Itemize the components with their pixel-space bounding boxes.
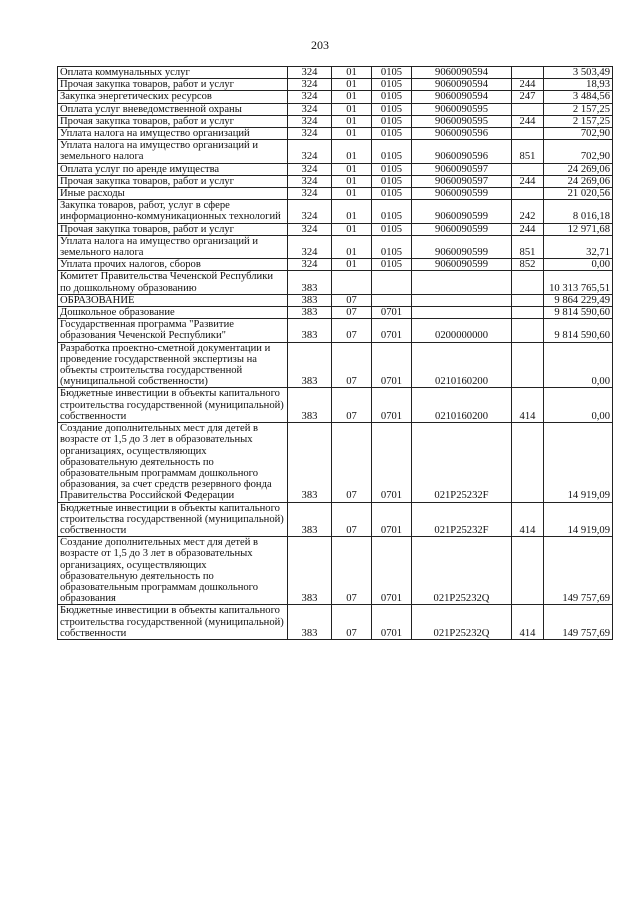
row-expense-type-cell [512,271,544,294]
table-row [58,115,613,127]
row-name-cell: Создание дополнительных мест для детей в возрасте от 1,5 до 3 лет в образовательных организациях, осуществляющих образовательную деятельность по образовательным программам дошкольного образования, за счет средств резервного фонда Правительства Российской Федерации [58,423,288,502]
row-amount-cell: 21 020,56 [544,188,613,200]
row-section-cell: 07 [332,319,372,342]
row-expense-type-cell [512,163,544,175]
table-row [58,79,613,91]
row-grbs-cell: 324 [288,91,332,103]
table-row [58,67,613,79]
row-grbs-cell: 324 [288,188,332,200]
row-name-cell: Закупка товаров, работ, услуг в сфере информационно-коммуникационных технологий [58,200,288,223]
row-grbs-cell: 383 [288,342,332,388]
row-name-cell: Прочая закупка товаров, работ и услуг [58,175,288,187]
row-target-article-cell: 9060090594 [412,79,512,91]
row-target-article-cell: 9060090599 [412,223,512,235]
row-name-cell: Оплата коммунальных услуг [58,67,288,79]
row-expense-type-cell: 414 [512,388,544,423]
row-subsection-cell [372,271,412,294]
row-expense-type-cell: 244 [512,115,544,127]
row-amount-cell: 2 157,25 [544,103,613,115]
row-expense-type-cell [512,537,544,605]
row-name-cell: Прочая закупка товаров, работ и услуг [58,223,288,235]
row-expense-type-cell [512,103,544,115]
row-expense-type-cell [512,128,544,140]
row-name-cell: Уплата налога на имущество организаций [58,128,288,140]
row-subsection-cell: 0105 [372,128,412,140]
row-grbs-cell: 324 [288,200,332,223]
table-row [58,271,613,294]
row-grbs-cell: 324 [288,103,332,115]
table-row [58,502,613,537]
table-row [58,307,613,319]
row-section-cell: 07 [332,423,372,502]
row-amount-cell: 149 757,69 [544,537,613,605]
row-section-cell: 07 [332,605,372,640]
row-section-cell [332,271,372,294]
row-subsection-cell [372,294,412,306]
row-subsection-cell: 0701 [372,307,412,319]
row-section-cell: 01 [332,67,372,79]
row-name-cell: Государственная программа "Развитие образования Чеченской Республики" [58,319,288,342]
row-subsection-cell: 0105 [372,79,412,91]
row-grbs-cell: 324 [288,235,332,258]
row-amount-cell: 9 814 590,60 [544,319,613,342]
row-subsection-cell: 0105 [372,223,412,235]
table-row [58,200,613,223]
row-subsection-cell: 0701 [372,423,412,502]
row-amount-cell: 8 016,18 [544,200,613,223]
row-grbs-cell: 383 [288,502,332,537]
row-section-cell: 01 [332,140,372,163]
row-name-cell: Бюджетные инвестиции в объекты капитального строительства государственной (муниципальной) собственности [58,605,288,640]
row-section-cell: 01 [332,128,372,140]
row-target-article-cell: 9060090599 [412,200,512,223]
row-grbs-cell: 324 [288,140,332,163]
row-name-cell: Дошкольное образование [58,307,288,319]
row-section-cell: 01 [332,79,372,91]
table-row [58,163,613,175]
row-amount-cell: 14 919,09 [544,502,613,537]
row-expense-type-cell: 414 [512,605,544,640]
row-subsection-cell: 0105 [372,115,412,127]
row-target-article-cell [412,307,512,319]
row-target-article-cell: 9060090594 [412,91,512,103]
row-section-cell: 01 [332,223,372,235]
table-row [58,235,613,258]
row-expense-type-cell: 244 [512,223,544,235]
row-amount-cell: 24 269,06 [544,175,613,187]
row-target-article-cell: 9060090597 [412,163,512,175]
row-subsection-cell: 0701 [372,388,412,423]
table-row [58,103,613,115]
row-subsection-cell: 0105 [372,188,412,200]
row-subsection-cell: 0701 [372,342,412,388]
row-expense-type-cell: 244 [512,175,544,187]
row-name-cell: Уплата прочих налогов, сборов [58,259,288,271]
row-target-article-cell: 9060090599 [412,235,512,258]
row-target-article-cell: 0210160200 [412,388,512,423]
row-amount-cell: 702,90 [544,140,613,163]
row-name-cell: Уплата налога на имущество организаций и земельного налога [58,235,288,258]
row-grbs-cell: 324 [288,223,332,235]
row-target-article-cell: 9060090597 [412,175,512,187]
table-row [58,342,613,388]
row-amount-cell: 24 269,06 [544,163,613,175]
row-name-cell: Разработка проектно-сметной документации и проведение государственной экспертизы на объекты строительства государственной (муниципальной собственности) [58,342,288,388]
table-row [58,294,613,306]
row-grbs-cell: 324 [288,67,332,79]
row-grbs-cell: 324 [288,115,332,127]
row-grbs-cell: 324 [288,128,332,140]
row-expense-type-cell: 851 [512,235,544,258]
table-row [58,388,613,423]
table-row [58,188,613,200]
row-grbs-cell: 324 [288,259,332,271]
row-grbs-cell: 324 [288,163,332,175]
row-grbs-cell: 383 [288,294,332,306]
row-target-article-cell: 0200000000 [412,319,512,342]
row-section-cell: 01 [332,188,372,200]
row-grbs-cell: 383 [288,319,332,342]
row-target-article-cell: 021P25232F [412,423,512,502]
row-subsection-cell: 0105 [372,163,412,175]
row-subsection-cell: 0105 [372,175,412,187]
row-amount-cell: 149 757,69 [544,605,613,640]
row-target-article-cell [412,294,512,306]
table-row [58,223,613,235]
row-section-cell: 07 [332,307,372,319]
table-row [58,259,613,271]
row-expense-type-cell: 852 [512,259,544,271]
row-target-article-cell: 021P25232Q [412,605,512,640]
table-row [58,175,613,187]
row-amount-cell: 0,00 [544,259,613,271]
row-name-cell: Прочая закупка товаров, работ и услуг [58,115,288,127]
row-expense-type-cell [512,67,544,79]
row-subsection-cell: 0105 [372,103,412,115]
row-amount-cell: 0,00 [544,388,613,423]
row-subsection-cell: 0105 [372,67,412,79]
row-section-cell: 01 [332,91,372,103]
row-section-cell: 07 [332,537,372,605]
row-target-article-cell: 9060090596 [412,140,512,163]
row-name-cell: Бюджетные инвестиции в объекты капитального строительства государственной (муниципальной) собственности [58,502,288,537]
row-target-article-cell: 021P25232F [412,502,512,537]
row-target-article-cell: 9060090595 [412,115,512,127]
row-target-article-cell: 021P25232Q [412,537,512,605]
row-amount-cell: 9 814 590,60 [544,307,613,319]
row-subsection-cell: 0105 [372,140,412,163]
row-name-cell: Иные расходы [58,188,288,200]
row-grbs-cell: 383 [288,605,332,640]
row-target-article-cell [412,271,512,294]
row-amount-cell: 2 157,25 [544,115,613,127]
row-expense-type-cell: 242 [512,200,544,223]
row-amount-cell: 32,71 [544,235,613,258]
row-grbs-cell: 383 [288,423,332,502]
row-expense-type-cell: 414 [512,502,544,537]
row-expense-type-cell: 851 [512,140,544,163]
page-number: 203 [311,38,329,52]
row-name-cell: Бюджетные инвестиции в объекты капитального строительства государственной (муниципальной) собственности [58,388,288,423]
row-expense-type-cell: 244 [512,79,544,91]
row-section-cell: 01 [332,175,372,187]
row-section-cell: 07 [332,502,372,537]
table-row [58,319,613,342]
row-name-cell: Создание дополнительных мест для детей в возрасте от 1,5 до 3 лет в образовательных организациях, осуществляющих образовательную деятельность по образовательным программам дошкольного образования [58,537,288,605]
row-subsection-cell: 0701 [372,502,412,537]
row-expense-type-cell [512,294,544,306]
row-target-article-cell: 9060090594 [412,67,512,79]
row-section-cell: 01 [332,163,372,175]
row-grbs-cell: 383 [288,537,332,605]
row-expense-type-cell [512,342,544,388]
row-subsection-cell: 0105 [372,235,412,258]
row-subsection-cell: 0105 [372,200,412,223]
row-section-cell: 01 [332,200,372,223]
budget-table [57,66,613,640]
table-row [58,140,613,163]
table-row [58,128,613,140]
row-expense-type-cell [512,307,544,319]
row-expense-type-cell [512,423,544,502]
row-subsection-cell: 0701 [372,605,412,640]
row-amount-cell: 18,93 [544,79,613,91]
row-name-cell: ОБРАЗОВАНИЕ [58,294,288,306]
row-amount-cell: 12 971,68 [544,223,613,235]
row-target-article-cell: 9060090599 [412,188,512,200]
row-amount-cell: 3 484,56 [544,91,613,103]
budget-table-body [58,67,613,640]
row-section-cell: 01 [332,259,372,271]
row-section-cell: 07 [332,294,372,306]
table-row [58,537,613,605]
row-amount-cell: 0,00 [544,342,613,388]
row-amount-cell: 14 919,09 [544,423,613,502]
row-subsection-cell: 0105 [372,91,412,103]
row-section-cell: 07 [332,388,372,423]
row-name-cell: Уплата налога на имущество организаций и земельного налога [58,140,288,163]
row-amount-cell: 702,90 [544,128,613,140]
row-amount-cell: 9 864 229,49 [544,294,613,306]
row-subsection-cell: 0105 [372,259,412,271]
row-grbs-cell: 324 [288,79,332,91]
row-grbs-cell: 383 [288,271,332,294]
row-subsection-cell: 0701 [372,537,412,605]
row-subsection-cell: 0701 [372,319,412,342]
row-name-cell: Прочая закупка товаров, работ и услуг [58,79,288,91]
table-row [58,605,613,640]
row-target-article-cell: 9060090599 [412,259,512,271]
row-grbs-cell: 324 [288,175,332,187]
row-name-cell: Оплата услуг вневедомственной охраны [58,103,288,115]
row-name-cell: Оплата услуг по аренде имущества [58,163,288,175]
row-section-cell: 01 [332,115,372,127]
row-target-article-cell: 9060090595 [412,103,512,115]
row-grbs-cell: 383 [288,307,332,319]
row-expense-type-cell [512,188,544,200]
row-target-article-cell: 9060090596 [412,128,512,140]
row-section-cell: 07 [332,342,372,388]
table-row [58,91,613,103]
row-target-article-cell: 0210160200 [412,342,512,388]
row-grbs-cell: 383 [288,388,332,423]
row-amount-cell: 3 503,49 [544,67,613,79]
row-name-cell: Комитет Правительства Чеченской Республики по дошкольному образованию [58,271,288,294]
row-expense-type-cell [512,319,544,342]
row-amount-cell: 10 313 765,51 [544,271,613,294]
row-name-cell: Закупка энергетических ресурсов [58,91,288,103]
row-section-cell: 01 [332,235,372,258]
row-expense-type-cell: 247 [512,91,544,103]
row-section-cell: 01 [332,103,372,115]
table-row [58,423,613,502]
